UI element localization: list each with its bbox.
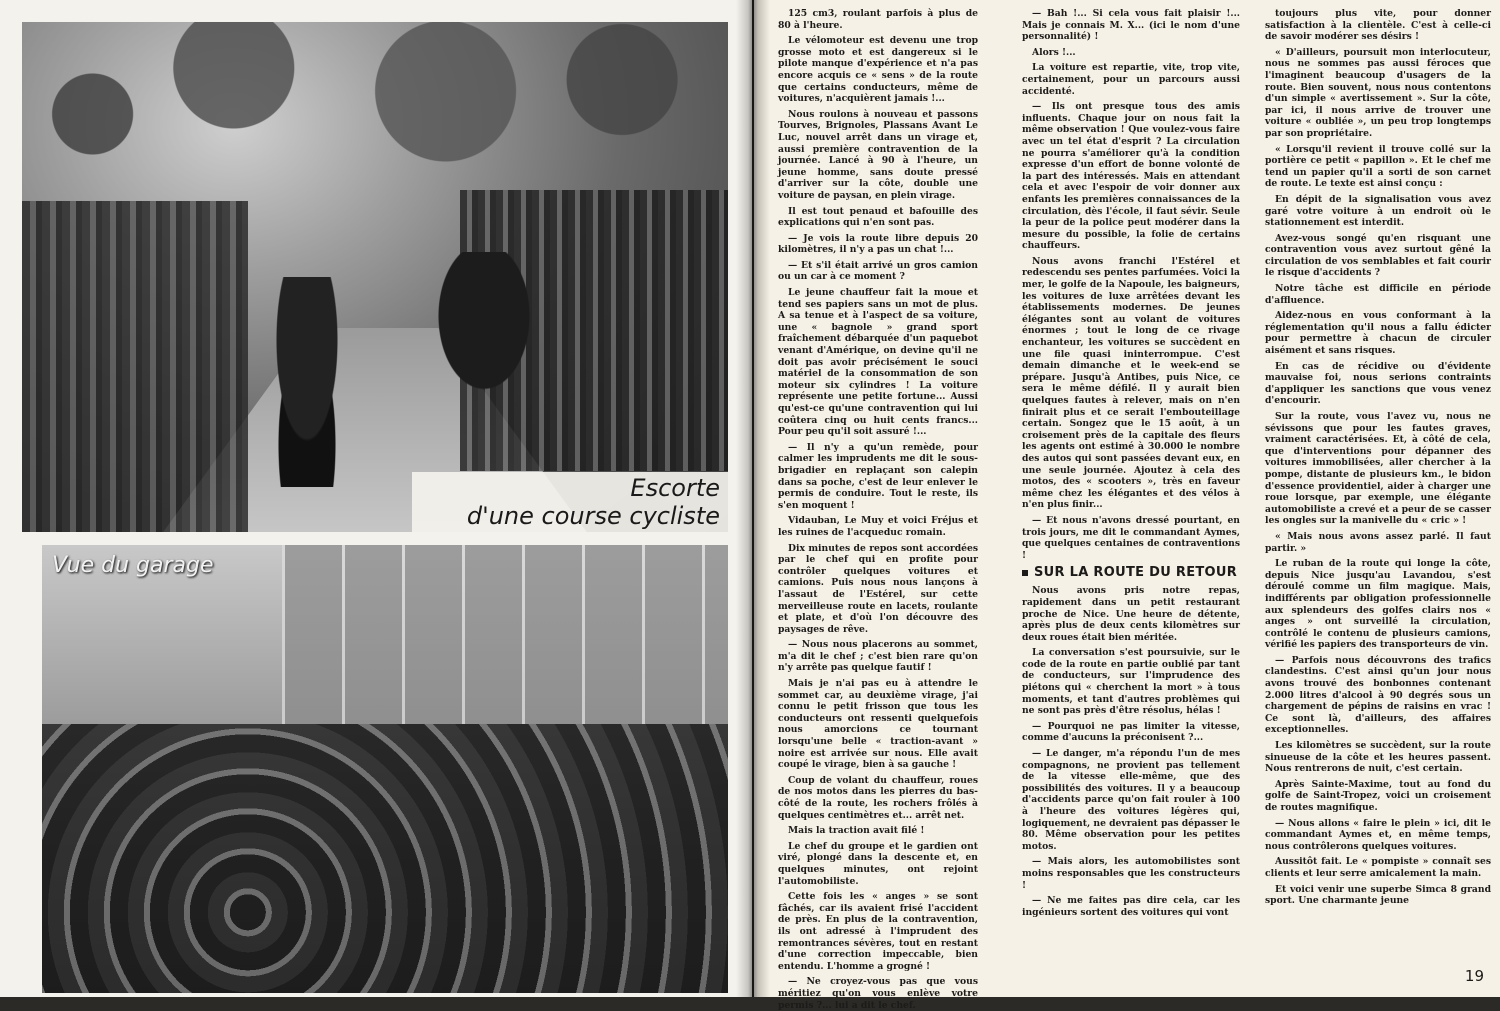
paragraph: Vidauban, Le Muy et voici Fréjus et les ruines de l'acqueduc romain. xyxy=(778,515,978,538)
paragraph: — Ne me faites pas dire cela, car les ingénieurs sortent des voitures qui vont xyxy=(1022,895,1240,918)
paragraph: — Pourquoi ne pas limiter la vitesse, comme d'aucuns la préconisent ?... xyxy=(1022,720,1240,744)
paragraph: — Je vois la route libre depuis 20 kilomètres, il n'y a pas un chat !... xyxy=(778,232,978,256)
paragraph: Les kilomètres se succèdent, sur la route sinueuse de la côte et les heures passent. Nous rentrerons de nuit, c'est certain. xyxy=(1265,740,1491,775)
caption-garage: Vue du garage xyxy=(52,553,214,578)
paragraph: « Lorsqu'il revient il trouve collé sur la portière ce petit « papillon ». Et le chef me tend un papier qu'il a sorti de son carnet de route. Le texte est ainsi conçu : xyxy=(1265,143,1491,190)
paragraph: Nous avons pris notre repas, rapidement dans un petit restaurant proche de Nice. Une heure de détente, après plus de deux cents kilomètres sur deux roues était bien méritée. xyxy=(1022,585,1240,643)
paragraph: Après Sainte-Maxime, tout au fond du golfe de Saint-Tropez, voici un croisement de routes magnifique. xyxy=(1265,778,1491,813)
paragraph: Le jeune chauffeur fait la moue et tend ses papiers sans un mot de plus. A sa tenue et à l'aspect de sa voiture, une « bagnole » grand sport fraîchement débarquée d'un paquebot venant d'Amérique, on devine qu'il ne doit pas avoir précisément le souci matériel de la consommation de son moteur six cylindres ! La voiture représente une petite fortune... Aussi qu'est-ce qu'une contravention qui lui coûtera cinq ou huit cents francs... Pour peu qu'il soit assuré !... xyxy=(778,287,978,438)
paragraph: Coup de volant du chauffeur, roues de nos motos dans les pierres du bas-côté de la route, les rochers frôlés à quelques centimètres et... arrêt net. xyxy=(778,774,978,821)
paragraph: Nous roulons à nouveau et passons Tourves, Brignoles, Plassans Avant Le Luc, nouvel arrêt dans un virage et, aussi première contravention de la journée. Lancé à 90 à l'heure, un jeune homme, sans doute pressé d'arriver sur la côte, double une voiture de paysan, en plein virage. xyxy=(778,108,978,201)
photo-motorcycle xyxy=(262,277,352,487)
photo-crowd-left xyxy=(22,201,248,533)
paragraph: Mais je n'ai pas eu à attendre le sommet car, au deuxième virage, j'ai connu le petit frisson que tous les conducteurs ont ressenti quelquefois nous amorcions ce tournant lorsqu'une belle « traction-avant » noire est arrivée sur nous. Elle avait coupé le virage, bien à sa gauche ! xyxy=(778,678,978,771)
paragraph: — Le danger, m'a répondu l'un de mes compagnons, ne provient pas tellement de la vitesse elle-même, que des possibilités des voitures. Il y a beaucoup d'accidents parce qu'on fait rouler à 100 à l'heure des voitures légères qui, logiquement, ne devraient pas dépasser le 80. Même observation pour les petites motos. xyxy=(1022,748,1240,852)
left-page xyxy=(0,0,752,997)
photo-sidecar xyxy=(424,252,544,412)
paragraph: — Il n'y a qu'un remède, pour calmer les imprudents me dit le sous-brigadier en replaçant son calepin dans sa poche, c'est de leur enlever le permis de conduire. Tout le reste, ils s'en moquent ! xyxy=(778,441,978,511)
paragraph: — Ils ont presque tous des amis influents. Chaque jour on nous fait la même observation ! Que voulez-vous faire avec un tel état d'esprit ? La circulation ne pourra s'améliorer qu'à la condition expresse d'un effort de bonne volonté de la part des intéressés. Mais en attendant cela et avec l'espoir de voir donner aux enfants les premières connaissances de la circulation, dès l'école, il faut sévir. Seule la peur de la police peut modérer dans la mesure du possible, la folie de certains chauffeurs. xyxy=(1022,101,1240,252)
paragraph: Et voici venir une superbe Simca 8 grand sport. Une charmante jeune xyxy=(1265,883,1491,907)
paragraph: Le ruban de la route qui longe la côte, depuis Nice jusqu'au Lavandou, s'est déroulé comme un film magique. Mais, indifférents par obligation professionnelle aux splendeurs des golfes clairs nos « anges » ont surveillé la circulation, contrôlé le contenu de plusieurs camions, vérifié les papiers des transporteurs de vin. xyxy=(1265,558,1491,651)
paragraph: — Bah !... Si cela vous fait plaisir !... Mais je connais M. X... (ici le nom d'une personnalité) ! xyxy=(1022,8,1240,43)
paragraph: Dix minutes de repos sont accordées par le chef qui en profite pour contrôler quelques voitures et camions. Puis nous nous lançons à l'assaut de l'Estérel, sur cette merveilleuse route en lacets, roulante et plate, et d'où l'on découvre des paysages de rêve. xyxy=(778,542,978,635)
paragraph: Le vélomoteur est devenu une trop grosse moto et est dangereux si le pilote manque d'expérience et n'a pas encore acquis ce « sens » de la route que certains conducteurs, même de voitures, n'acquièrent jamais !... xyxy=(778,35,978,105)
photo-garage-motorcycles xyxy=(42,724,728,993)
paragraph: La conversation s'est poursuivie, sur le code de la route en partie oublié par tant de conducteurs, sur l'imprudence des piétons qui « cherchent la mort » à tous moments, et tant d'autres problèmes qui ne sont pas près d'être résolus, hélas ! xyxy=(1022,647,1240,717)
paragraph: « D'ailleurs, poursuit mon interlocuteur, nous ne sommes pas aussi féroces que l'imaginent beaucoup d'usagers de la route. Bien souvent, nous nous contentons d'un simple « avertissement ». Sur la côte, par ici, il nous arrive de trouver une voiture « oubliée », un peu trop longtemps par son propriétaire. xyxy=(1265,46,1491,139)
paragraph: Avez-vous songé qu'en risquant une contravention vous avez surtout gêné la circulation de vos semblables et fait courir le risque d'accidents ? xyxy=(1265,232,1491,279)
caption-escorte-line2: d'une course cycliste xyxy=(466,502,720,530)
paragraph: Aidez-nous en vous conformant à la réglementation qu'il nous a fallu édicter pour permettre à chacun de circuler aisément et sans risques. xyxy=(1265,310,1491,357)
paragraph: Il est tout penaud et bafouille des explications qui n'en sont pas. xyxy=(778,205,978,229)
paragraph: En cas de récidive ou d'évidente mauvaise foi, nous serions contraints d'appliquer les sanctions que vous venez d'encourir. xyxy=(1265,360,1491,407)
photo-garage xyxy=(42,545,728,993)
paragraph: Cette fois les « anges » se sont fâchés, car ils avaient frisé l'accident de près. En plus de la contravention, ils ont adressé à l'imprudent des remontrances sévères, tout en restant d'une correction impeccable, bien entendu. L'homme a grogné ! xyxy=(778,891,978,972)
photo-garage-wall xyxy=(282,545,728,724)
paragraph: — Ne croyez-vous pas que vous méritiez qu'on vous enlève votre permis ?... lui a dit le chef. xyxy=(778,976,978,1011)
paragraph: — Mais alors, les automobilistes sont moins responsables que les constructeurs ! xyxy=(1022,856,1240,891)
caption-escorte xyxy=(412,472,728,532)
page-number: 19 xyxy=(1464,967,1484,985)
paragraph: — Et nous n'avons dressé pourtant, en trois jours, me dit le commandant Aymes, que quelques centaines de contraventions ! xyxy=(1022,514,1240,561)
paragraph: Le chef du groupe et le gardien ont viré, plongé dans la descente et, en quelques minutes, ont rejoint l'automobiliste. xyxy=(778,840,978,887)
paragraph: En dépit de la signalisation vous avez garé votre voiture à un endroit où le stationnement est interdit. xyxy=(1265,193,1491,229)
paragraph: toujours plus vite, pour donner satisfaction à la clientèle. C'est à celle-ci de savoir modérer ses désirs ! xyxy=(1265,8,1491,43)
photo-cycling-escort xyxy=(22,22,728,532)
paragraph: Sur la route, vous l'avez vu, nous ne sévissons que pour les fautes graves, vraiment caractérisées. Et, à côté de cela, que d'interventions pour dépanner des voitures immobilisées, aller chercher à la pompe, distante de plusieurs km., le bidon d'essence providentiel, aider à charger une roue lorsque, par exemple, une élégante automobiliste a crevé et a peur de se casser les ongles sur la manivelle du « cric » ! xyxy=(1265,411,1491,527)
paragraph: La voiture est repartie, vite, trop vite, certainement, pour un parcours aussi accidenté. xyxy=(1022,62,1240,97)
paragraph: Aussitôt fait. Le « pompiste » connaît ses clients et leur serre amicalement la main. xyxy=(1265,856,1491,879)
paragraph: 125 cm3, roulant parfois à plus de 80 à l'heure. xyxy=(778,8,978,31)
paragraph: — Et s'il était arrivé un gros camion ou un car à ce moment ? xyxy=(778,259,978,283)
section-heading: SUR LA ROUTE DU RETOUR xyxy=(1022,565,1240,581)
paragraph: Alors !... xyxy=(1032,46,1076,58)
paragraph: Mais la traction avait filé ! xyxy=(788,825,925,837)
text-column-3 xyxy=(1265,8,1491,968)
paragraph: Nous avons franchi l'Estérel et redescendu ses pentes parfumées. Voici la mer, le golfe de la Napoule, les baigneurs, les voitures de luxe arrêtées devant les établissements modernes. De jeunes élégantes sont au volant de voitures énormes ; tout le long de ce rivage enchanteur, les voitures se succèdent en une file quasi ininterrompue. C'est demain dimanche et le week-end se prépare. Jusqu'à Antibes, puis Nice, ce sera le même défilé. Il y aurait bien quelques fautes à relever, mais on n'en finirait plus et ce serait l'embouteillage certain. Songez que le 15 août, à un croisement près de la capitale des fleurs les agents ont estimé à 30.000 le nombre des autos qui sont passées devant eux, en une seule journée. Ajoutez à cela des motos, des « scooters », très en faveur même chez les élégantes et des vélos à n'en plus finir... xyxy=(1022,255,1240,511)
paragraph: — Nous allons « faire le plein » ici, dit le commandant Aymes et, en même temps, nous contrôlerons quelques voitures. xyxy=(1265,817,1491,852)
paragraph: — Nous nous placerons au sommet, m'a dit le chef ; c'est bien rare qu'on n'y arrête pas quelque fautif ! xyxy=(778,639,978,674)
text-column-2 xyxy=(1022,8,1240,968)
paragraph: — Parfois nous découvrons des trafics clandestins. C'est ainsi qu'un jour nous avons trouvé des bonbonnes contenant 2.000 litres d'alcool à 90 degrés sous un chargement de pépins de raisins en vrac ! Ce sont là, d'ailleurs, des affaires exceptionnelles. xyxy=(1265,654,1491,736)
paragraph: Notre tâche est difficile en période d'affluence. xyxy=(1265,283,1491,306)
text-column-1 xyxy=(778,8,978,1011)
caption-escorte-line1: Escorte xyxy=(630,474,720,502)
paragraph: « Mais nous avons assez parlé. Il faut partir. » xyxy=(1265,530,1491,554)
